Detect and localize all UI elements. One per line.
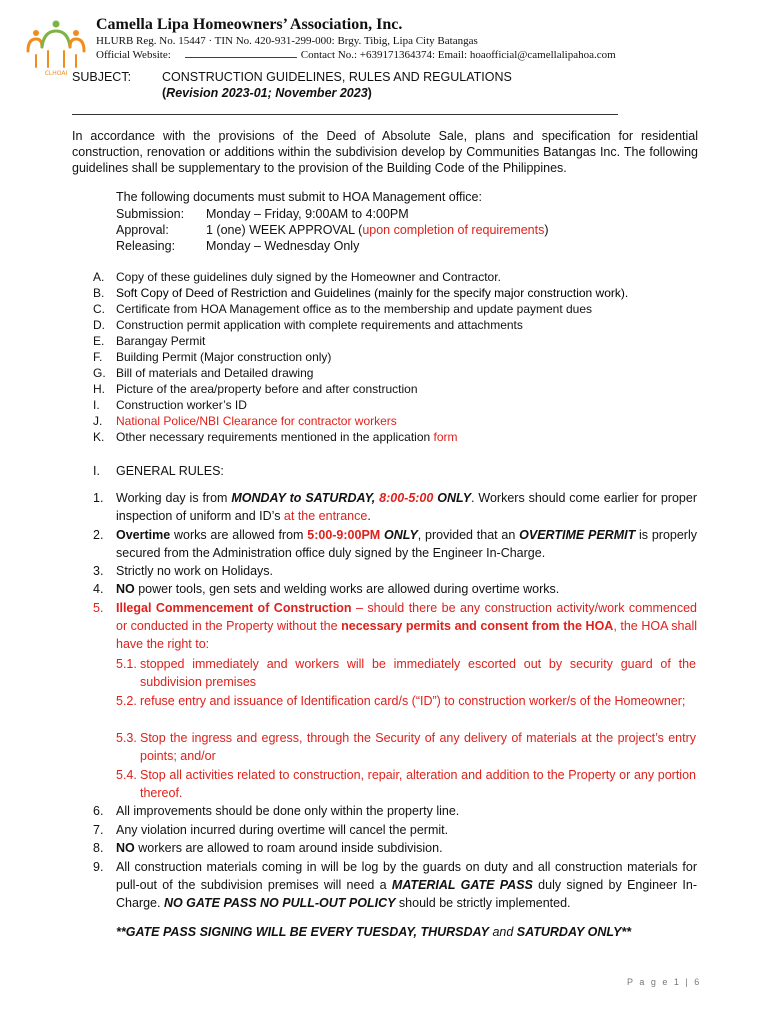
releasing-row: Releasing: Monday – Wednesday Only [116,239,360,253]
organization-name: Camella Lipa Homeowners’ Association, Inc. [96,16,403,33]
divider-line [72,114,618,115]
website-label: Official Website: [96,49,171,61]
contact-info: Contact No.: +639171364374: Email: hoaofficial@camellalipahoa.com [300,49,616,61]
subject-label: SUBJECT: [72,70,132,84]
subject-title: CONSTRUCTION GUIDELINES, RULES AND REGULATIONS [162,70,512,84]
approval-row: Approval: 1 (one) WEEK APPROVAL (upon completion of requirements) [116,223,549,237]
intro-paragraph: In accordance with the provisions of the Deed of Absolute Sale, plans and specification for residential construction, renovation or additions within the subdivision develop by Communities Batangas Inc. The following guidelines shall be supplementary to the provision of the Building Code of the Philippines. [72,129,698,175]
subject-revision: (Revision 2023-01; November 2023) [162,86,372,100]
logo-text: CLHOAI [44,70,68,77]
website-link[interactable] [185,47,297,58]
gate-pass-note: **GATE PASS SIGNING WILL BE EVERY TUESDAY, THURSDAY and SATURDAY ONLY** [116,925,632,939]
contact-line [96,47,616,61]
association-logo [22,17,90,77]
section-heading: I. GENERAL RULES: [93,464,224,478]
documents-title: The following documents must submit to HOA Management office: [116,190,482,204]
registration-line: HLURB Reg. No. 15447 · TIN No. 420-931-299-000: Brgy. Tibig, Lipa City Batangas [96,35,478,47]
submission-row: Submission: Monday – Friday, 9:00AM to 4:00PM [116,207,409,221]
page-number: P a g e 1 | 6 [627,977,702,987]
